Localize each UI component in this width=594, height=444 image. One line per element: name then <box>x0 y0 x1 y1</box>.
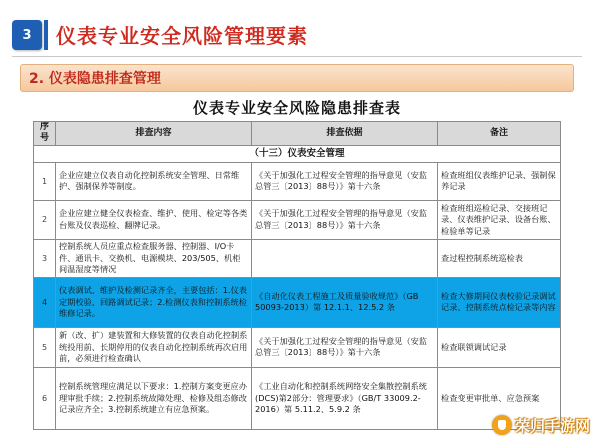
row-basis: 《关于加强化工过程安全管理的指导意见（安监总管三〔2013〕88号）》第十六条 <box>252 327 438 367</box>
badge-accent-bar <box>44 20 48 50</box>
row-basis: 《自动化仪表工程施工及质量验收规范》（GB 50093-2013）第 12.1.1、12.5.2 条 <box>252 277 438 327</box>
column-header-no: 序号 <box>34 122 56 146</box>
row-number: 4 <box>34 277 56 327</box>
row-remark: 检查班组仪表维护记录、强制保养记录 <box>438 162 561 200</box>
row-remark: 检查变更审批单、应急预案 <box>438 367 561 429</box>
row-number: 1 <box>34 162 56 200</box>
row-content: 控制系统人员应重点检查服务器、控制器、I/O卡件、通讯卡、交换机、电源模块、203/505、机柜间温湿度等情况 <box>56 239 252 277</box>
section-subtitle: 2. 仪表隐患排查管理 <box>29 71 161 87</box>
title-divider <box>12 56 582 57</box>
row-content: 新（改、扩）建装置和大修装置的仪表自动化控制系统投用前、长期停用的仪表自动化控制系统再次启用前，必须进行检查确认 <box>56 327 252 367</box>
row-basis <box>252 239 438 277</box>
row-basis: 《工业自动化和控制系统网络安全集散控制系统(DCS)第2部分：管理要求》（GB/T 33009.2-2016）第 5.11.2、5.9.2 条 <box>252 367 438 429</box>
table-row <box>34 239 561 277</box>
row-content: 企业应建立仪表自动化控制系统安全管理、日常维护、强制保养等制度。 <box>56 162 252 200</box>
row-content: 控制系统管理应满足以下要求：1.控制方案变更应办理审批手续；2.控制系统故障处理、检修及组态修改记录应齐全；3.控制系统建立有应急预案。 <box>56 367 252 429</box>
row-basis: 《关于加强化工过程安全管理的指导意见（安监总管三〔2013〕88号）》第十六条 <box>252 200 438 239</box>
row-content: 仪表调试、维护及检测记录齐全，主要包括：1.仪表定期校验、回路调试记录；2.检测仪表和控制系统检维修记录。 <box>56 277 252 327</box>
row-number: 5 <box>34 327 56 367</box>
column-header-basis: 排查依据 <box>252 122 438 146</box>
row-basis: 《关于加强化工过程安全管理的指导意见（安监总管三〔2013〕88号）》第十六条 <box>252 162 438 200</box>
row-content: 企业应建立健全仪表检查、维护、使用、检定等各类台账及仪表巡检、翻牌记录。 <box>56 200 252 239</box>
row-remark: 查过程控制系统巡检表 <box>438 239 561 277</box>
row-number: 2 <box>34 200 56 239</box>
row-remark: 检查班组巡检记录、交接班记录、仪表维护记录、设备台账、检验单等记录 <box>438 200 561 239</box>
table-title: 仪表专业安全风险隐患排查表 <box>192 99 401 117</box>
group-row <box>34 145 561 162</box>
column-header-remark: 备注 <box>438 122 561 146</box>
gift-icon <box>492 415 512 435</box>
table-row <box>34 200 561 239</box>
section-number: 3 <box>22 27 32 43</box>
table-row <box>34 162 561 200</box>
table-header-row <box>34 122 561 146</box>
section-subtitle-bar <box>20 64 574 92</box>
row-number: 6 <box>34 367 56 429</box>
table-row <box>34 367 561 429</box>
inspection-table <box>33 121 561 430</box>
row-remark: 检查联锁调试记录 <box>438 327 561 367</box>
row-remark: 检查大修期间仪表校验记录调试记录、控制系统点检记录等内容 <box>438 277 561 327</box>
section-number-badge <box>12 20 42 50</box>
table-row-highlighted <box>34 277 561 327</box>
row-number: 3 <box>34 239 56 277</box>
column-header-content: 排查内容 <box>56 122 252 146</box>
site-watermark <box>488 410 590 440</box>
table-row <box>34 327 561 367</box>
watermark-text: 荣归手游网 <box>514 416 590 435</box>
page-title: 仪表专业安全风险管理要素 <box>56 24 308 48</box>
group-label: （十三）仪表安全管理 <box>34 145 561 162</box>
